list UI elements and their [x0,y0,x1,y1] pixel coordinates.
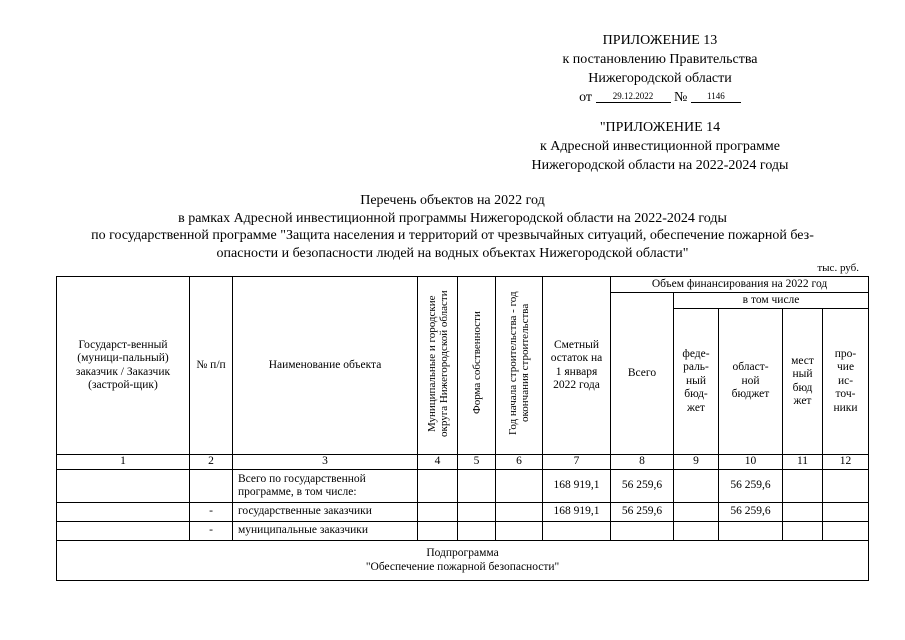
header-number: № п/п [190,277,233,455]
header-ownership-text: Форма собственности [470,311,483,415]
row-name: Всего по государственной программе, в том числе: [233,470,418,503]
row-municipality [418,470,458,503]
header-years [496,277,543,455]
header-ownership [458,277,496,455]
row-federal [674,470,719,503]
title-line-3: по государственной программе "Защита населения и территорий от чрезвычайных ситуаций, обеспечение пожарной без- [91,228,814,243]
column-number-3: 3 [233,455,418,470]
column-number-9: 9 [674,455,719,470]
row-other [823,470,869,503]
row-customer [57,522,190,541]
row-total [611,522,674,541]
column-number-4: 4 [418,455,458,470]
row-other [823,503,869,522]
decree-date: 29.12.2022 [596,90,671,103]
row-total: 56 259,6 [611,470,674,503]
table-row [57,470,869,503]
column-number-12: 12 [823,455,869,470]
objects-table [56,276,869,581]
header-municipality [418,277,458,455]
header-financing: Объем финансирования на 2022 год [611,277,869,293]
table-row [57,503,869,522]
column-number-5: 5 [458,455,496,470]
title-line-4: опасности и безопасности людей на водных объектах Нижегородской области" [216,245,689,261]
appendix-13-line2: к постановлению Правительства [562,52,758,67]
row-number [190,470,233,503]
row-customer [57,503,190,522]
row-number: - [190,503,233,522]
appendix-13-line3: Нижегородской области [588,71,732,86]
column-number-7: 7 [543,455,611,470]
header-object-name: Наименование объекта [233,277,418,455]
column-number-6: 6 [496,455,543,470]
table-row [57,522,869,541]
row-years [496,522,543,541]
header-customer: Государст-венный (муници-пальный) заказчик / Заказчик (застрой-щик) [57,277,190,455]
appendix-14-title: "ПРИЛОЖЕНИЕ 14 [599,120,721,135]
subprogram-label: Подпрограмма [426,547,499,559]
row-local [783,503,823,522]
appendix-14-header [480,118,840,175]
column-number-1: 1 [57,455,190,470]
header-years-text: Год начала строительства - год окончания строительства [507,291,531,436]
appendix-13-date-line [480,88,840,107]
row-local [783,522,823,541]
row-total: 56 259,6 [611,503,674,522]
column-number-8: 8 [611,455,674,470]
decree-number: 1146 [691,90,741,103]
units-label: тыс. руб. [817,262,859,274]
row-federal [674,522,719,541]
document-title [40,192,865,262]
title-line-1: Перечень объектов на 2022 год [360,193,545,208]
row-estimate: 168 919,1 [543,503,611,522]
header-including: в том числе [674,293,869,309]
row-customer [57,470,190,503]
row-other [823,522,869,541]
row-number: - [190,522,233,541]
header-municipality-text: Муниципальные и городские округа Нижегородской области [425,289,450,437]
row-ownership [458,503,496,522]
row-municipality [418,503,458,522]
header-other: про-чие ис-точ-ники [823,309,869,455]
number-label: № [674,90,688,105]
header-federal: феде-раль-ный бюд-жет [674,309,719,455]
header-local: мест ный бюд жет [783,309,823,455]
appendix-14-line3: Нижегородской области на 2022-2024 годы [531,158,789,173]
row-estimate: 168 919,1 [543,470,611,503]
row-years [496,503,543,522]
appendix-14-line2: к Адресной инвестиционной программе [539,139,781,154]
appendix-13-header [480,31,840,107]
header-regional: област-ной бюджет [719,309,783,455]
row-estimate [543,522,611,541]
title-line-2: в рамках Адресной инвестиционной программы Нижегородской области на 2022-2024 годы [178,210,727,226]
column-number-2: 2 [190,455,233,470]
row-local [783,470,823,503]
row-municipality [418,522,458,541]
row-name: государственные заказчики [233,503,418,522]
subprogram-cell [57,541,869,581]
column-number-11: 11 [783,455,823,470]
row-regional: 56 259,6 [719,503,783,522]
header-estimate: Сметный остаток на 1 января 2022 года [543,277,611,455]
row-federal [674,503,719,522]
row-name: муниципальные заказчики [233,522,418,541]
subprogram-row [57,541,869,581]
column-number-10: 10 [719,455,783,470]
row-regional: 56 259,6 [719,470,783,503]
header-total: Всего [611,293,674,455]
row-regional [719,522,783,541]
appendix-13-title: ПРИЛОЖЕНИЕ 13 [602,33,718,48]
row-ownership [458,522,496,541]
row-ownership [458,470,496,503]
row-years [496,470,543,503]
from-label: от [579,90,593,105]
subprogram-name: "Обеспечение пожарной безопасности" [365,560,560,573]
